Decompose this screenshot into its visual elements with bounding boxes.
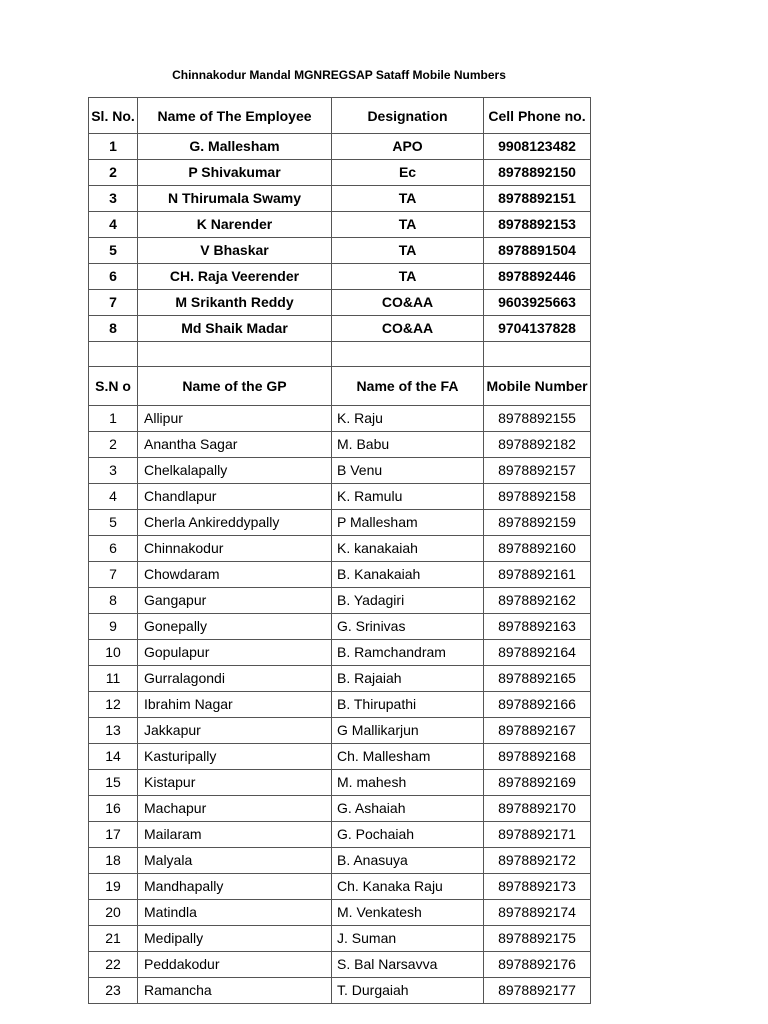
mobile-number: 8978892175: [484, 926, 591, 952]
mobile-number: 8978892155: [484, 406, 591, 432]
staff-sl-no: 1: [89, 134, 138, 160]
mobile-number: 8978892161: [484, 562, 591, 588]
fa-name: Ch. Mallesham: [332, 744, 484, 770]
fa-name: K. kanakaiah: [332, 536, 484, 562]
blank-cell: [138, 342, 332, 367]
staff-designation: TA: [332, 212, 484, 238]
fa-name: M. Babu: [332, 432, 484, 458]
gp-name: Matindla: [138, 900, 332, 926]
staff-employee-name: P Shivakumar: [138, 160, 332, 186]
staff-row: [89, 316, 591, 342]
gp-s-no: 11: [89, 666, 138, 692]
gp-row: [89, 406, 591, 432]
fa-name: B. Rajaiah: [332, 666, 484, 692]
gp-s-no: 12: [89, 692, 138, 718]
gp-s-no: 21: [89, 926, 138, 952]
gp-name: Peddakodur: [138, 952, 332, 978]
staff-header-row: [89, 98, 591, 134]
gp-row: [89, 458, 591, 484]
gp-s-no: 6: [89, 536, 138, 562]
staff-designation: Ec: [332, 160, 484, 186]
gp-s-no: 3: [89, 458, 138, 484]
gp-row: [89, 952, 591, 978]
gp-s-no: 14: [89, 744, 138, 770]
staff-table: [88, 97, 591, 1004]
mobile-number: 8978892164: [484, 640, 591, 666]
staff-designation: TA: [332, 238, 484, 264]
staff-cell-phone: 8978892153: [484, 212, 591, 238]
fa-name: G Mallikarjun: [332, 718, 484, 744]
header-employee-name: Name of The Employee: [138, 98, 332, 134]
mobile-number: 8978892162: [484, 588, 591, 614]
gp-name: Allipur: [138, 406, 332, 432]
staff-employee-name: V Bhaskar: [138, 238, 332, 264]
staff-row: [89, 134, 591, 160]
gp-s-no: 13: [89, 718, 138, 744]
mobile-number: 8978892168: [484, 744, 591, 770]
staff-sl-no: 7: [89, 290, 138, 316]
fa-name: B. Yadagiri: [332, 588, 484, 614]
staff-cell-phone: 8978892150: [484, 160, 591, 186]
mobile-number: 8978892172: [484, 848, 591, 874]
staff-designation: TA: [332, 264, 484, 290]
gp-row: [89, 770, 591, 796]
gp-name: Chowdaram: [138, 562, 332, 588]
staff-row: [89, 160, 591, 186]
gp-name: Mailaram: [138, 822, 332, 848]
gp-name: Anantha Sagar: [138, 432, 332, 458]
fa-name: B Venu: [332, 458, 484, 484]
staff-sl-no: 4: [89, 212, 138, 238]
gp-row: [89, 692, 591, 718]
staff-designation: CO&AA: [332, 290, 484, 316]
staff-cell-phone: 9704137828: [484, 316, 591, 342]
gp-name: Ramancha: [138, 978, 332, 1004]
table-body: [89, 98, 591, 1004]
staff-employee-name: N Thirumala Swamy: [138, 186, 332, 212]
gp-s-no: 16: [89, 796, 138, 822]
gp-row: [89, 484, 591, 510]
mobile-number: 8978892166: [484, 692, 591, 718]
header-sl-no: Sl. No.: [89, 98, 138, 134]
staff-sl-no: 3: [89, 186, 138, 212]
mobile-number: 8978892177: [484, 978, 591, 1004]
gp-s-no: 20: [89, 900, 138, 926]
gp-s-no: 17: [89, 822, 138, 848]
gp-row: [89, 432, 591, 458]
gp-s-no: 19: [89, 874, 138, 900]
header-cell-phone: Cell Phone no.: [484, 98, 591, 134]
gp-s-no: 4: [89, 484, 138, 510]
gp-s-no: 1: [89, 406, 138, 432]
blank-cell: [484, 342, 591, 367]
staff-row: [89, 212, 591, 238]
document-title: Chinnakodur Mandal MGNREGSAP Sataff Mobile Numbers: [172, 68, 506, 82]
gp-s-no: 8: [89, 588, 138, 614]
fa-name: G. Ashaiah: [332, 796, 484, 822]
staff-employee-name: G. Mallesham: [138, 134, 332, 160]
blank-cell: [332, 342, 484, 367]
staff-designation: TA: [332, 186, 484, 212]
mobile-number: 8978892160: [484, 536, 591, 562]
header-s-no: S.N o: [89, 367, 138, 406]
staff-row: [89, 290, 591, 316]
gp-row: [89, 978, 591, 1004]
gp-name: Kistapur: [138, 770, 332, 796]
fa-name: M. Venkatesh: [332, 900, 484, 926]
mobile-number: 8978892158: [484, 484, 591, 510]
gp-s-no: 10: [89, 640, 138, 666]
fa-name: G. Pochaiah: [332, 822, 484, 848]
gp-s-no: 15: [89, 770, 138, 796]
staff-cell-phone: 9908123482: [484, 134, 591, 160]
mobile-number: 8978892169: [484, 770, 591, 796]
gp-name: Chelkalapally: [138, 458, 332, 484]
staff-sl-no: 2: [89, 160, 138, 186]
mobile-number: 8978892163: [484, 614, 591, 640]
mobile-number: 8978892165: [484, 666, 591, 692]
gp-s-no: 23: [89, 978, 138, 1004]
gp-row: [89, 874, 591, 900]
gp-name: Mandhapally: [138, 874, 332, 900]
gp-row: [89, 796, 591, 822]
gp-name: Gangapur: [138, 588, 332, 614]
gp-s-no: 9: [89, 614, 138, 640]
mobile-number: 8978892174: [484, 900, 591, 926]
gp-row: [89, 900, 591, 926]
staff-designation: APO: [332, 134, 484, 160]
mobile-number: 8978892170: [484, 796, 591, 822]
fa-name: K. Ramulu: [332, 484, 484, 510]
gp-name: Gurralagondi: [138, 666, 332, 692]
staff-employee-name: Md Shaik Madar: [138, 316, 332, 342]
mobile-number: 8978892171: [484, 822, 591, 848]
fa-name: B. Anasuya: [332, 848, 484, 874]
gp-row: [89, 926, 591, 952]
blank-cell: [89, 342, 138, 367]
fa-name: B. Kanakaiah: [332, 562, 484, 588]
fa-name: T. Durgaiah: [332, 978, 484, 1004]
staff-row: [89, 238, 591, 264]
mobile-number: 8978892173: [484, 874, 591, 900]
gp-name: Ibrahim Nagar: [138, 692, 332, 718]
gp-s-no: 5: [89, 510, 138, 536]
header-fa-name: Name of the FA: [332, 367, 484, 406]
gp-header-row: [89, 367, 591, 406]
staff-sl-no: 8: [89, 316, 138, 342]
staff-row: [89, 264, 591, 290]
staff-cell-phone: 8978892446: [484, 264, 591, 290]
gp-row: [89, 562, 591, 588]
mobile-number: 8978892159: [484, 510, 591, 536]
gp-row: [89, 588, 591, 614]
fa-name: P Mallesham: [332, 510, 484, 536]
mobile-number: 8978892157: [484, 458, 591, 484]
fa-name: B. Ramchandram: [332, 640, 484, 666]
fa-name: M. mahesh: [332, 770, 484, 796]
gp-name: Jakkapur: [138, 718, 332, 744]
gp-row: [89, 848, 591, 874]
staff-employee-name: CH. Raja Veerender: [138, 264, 332, 290]
fa-name: B. Thirupathi: [332, 692, 484, 718]
mobile-number: 8978892167: [484, 718, 591, 744]
gp-s-no: 2: [89, 432, 138, 458]
staff-cell-phone: 8978892151: [484, 186, 591, 212]
gp-name: Chandlapur: [138, 484, 332, 510]
gp-name: Kasturipally: [138, 744, 332, 770]
staff-row: [89, 186, 591, 212]
staff-cell-phone: 9603925663: [484, 290, 591, 316]
fa-name: K. Raju: [332, 406, 484, 432]
gp-name: Medipally: [138, 926, 332, 952]
gp-s-no: 22: [89, 952, 138, 978]
staff-sl-no: 5: [89, 238, 138, 264]
gp-name: Machapur: [138, 796, 332, 822]
header-mobile-number: Mobile Number: [484, 367, 591, 406]
gp-row: [89, 640, 591, 666]
mobile-number: 8978892182: [484, 432, 591, 458]
gp-row: [89, 666, 591, 692]
fa-name: S. Bal Narsavva: [332, 952, 484, 978]
gp-row: [89, 536, 591, 562]
gp-s-no: 7: [89, 562, 138, 588]
gp-row: [89, 822, 591, 848]
gp-name: Cherla Ankireddypally: [138, 510, 332, 536]
gp-row: [89, 614, 591, 640]
staff-employee-name: K Narender: [138, 212, 332, 238]
gp-name: Chinnakodur: [138, 536, 332, 562]
staff-employee-name: M Srikanth Reddy: [138, 290, 332, 316]
staff-sl-no: 6: [89, 264, 138, 290]
gp-s-no: 18: [89, 848, 138, 874]
gp-row: [89, 744, 591, 770]
blank-separator-row: [89, 342, 591, 367]
gp-name: Malyala: [138, 848, 332, 874]
gp-row: [89, 510, 591, 536]
fa-name: J. Suman: [332, 926, 484, 952]
staff-cell-phone: 8978891504: [484, 238, 591, 264]
mobile-number: 8978892176: [484, 952, 591, 978]
gp-name: Gopulapur: [138, 640, 332, 666]
staff-designation: CO&AA: [332, 316, 484, 342]
fa-name: Ch. Kanaka Raju: [332, 874, 484, 900]
gp-row: [89, 718, 591, 744]
fa-name: G. Srinivas: [332, 614, 484, 640]
gp-name: Gonepally: [138, 614, 332, 640]
header-designation: Designation: [332, 98, 484, 134]
header-gp-name: Name of the GP: [138, 367, 332, 406]
